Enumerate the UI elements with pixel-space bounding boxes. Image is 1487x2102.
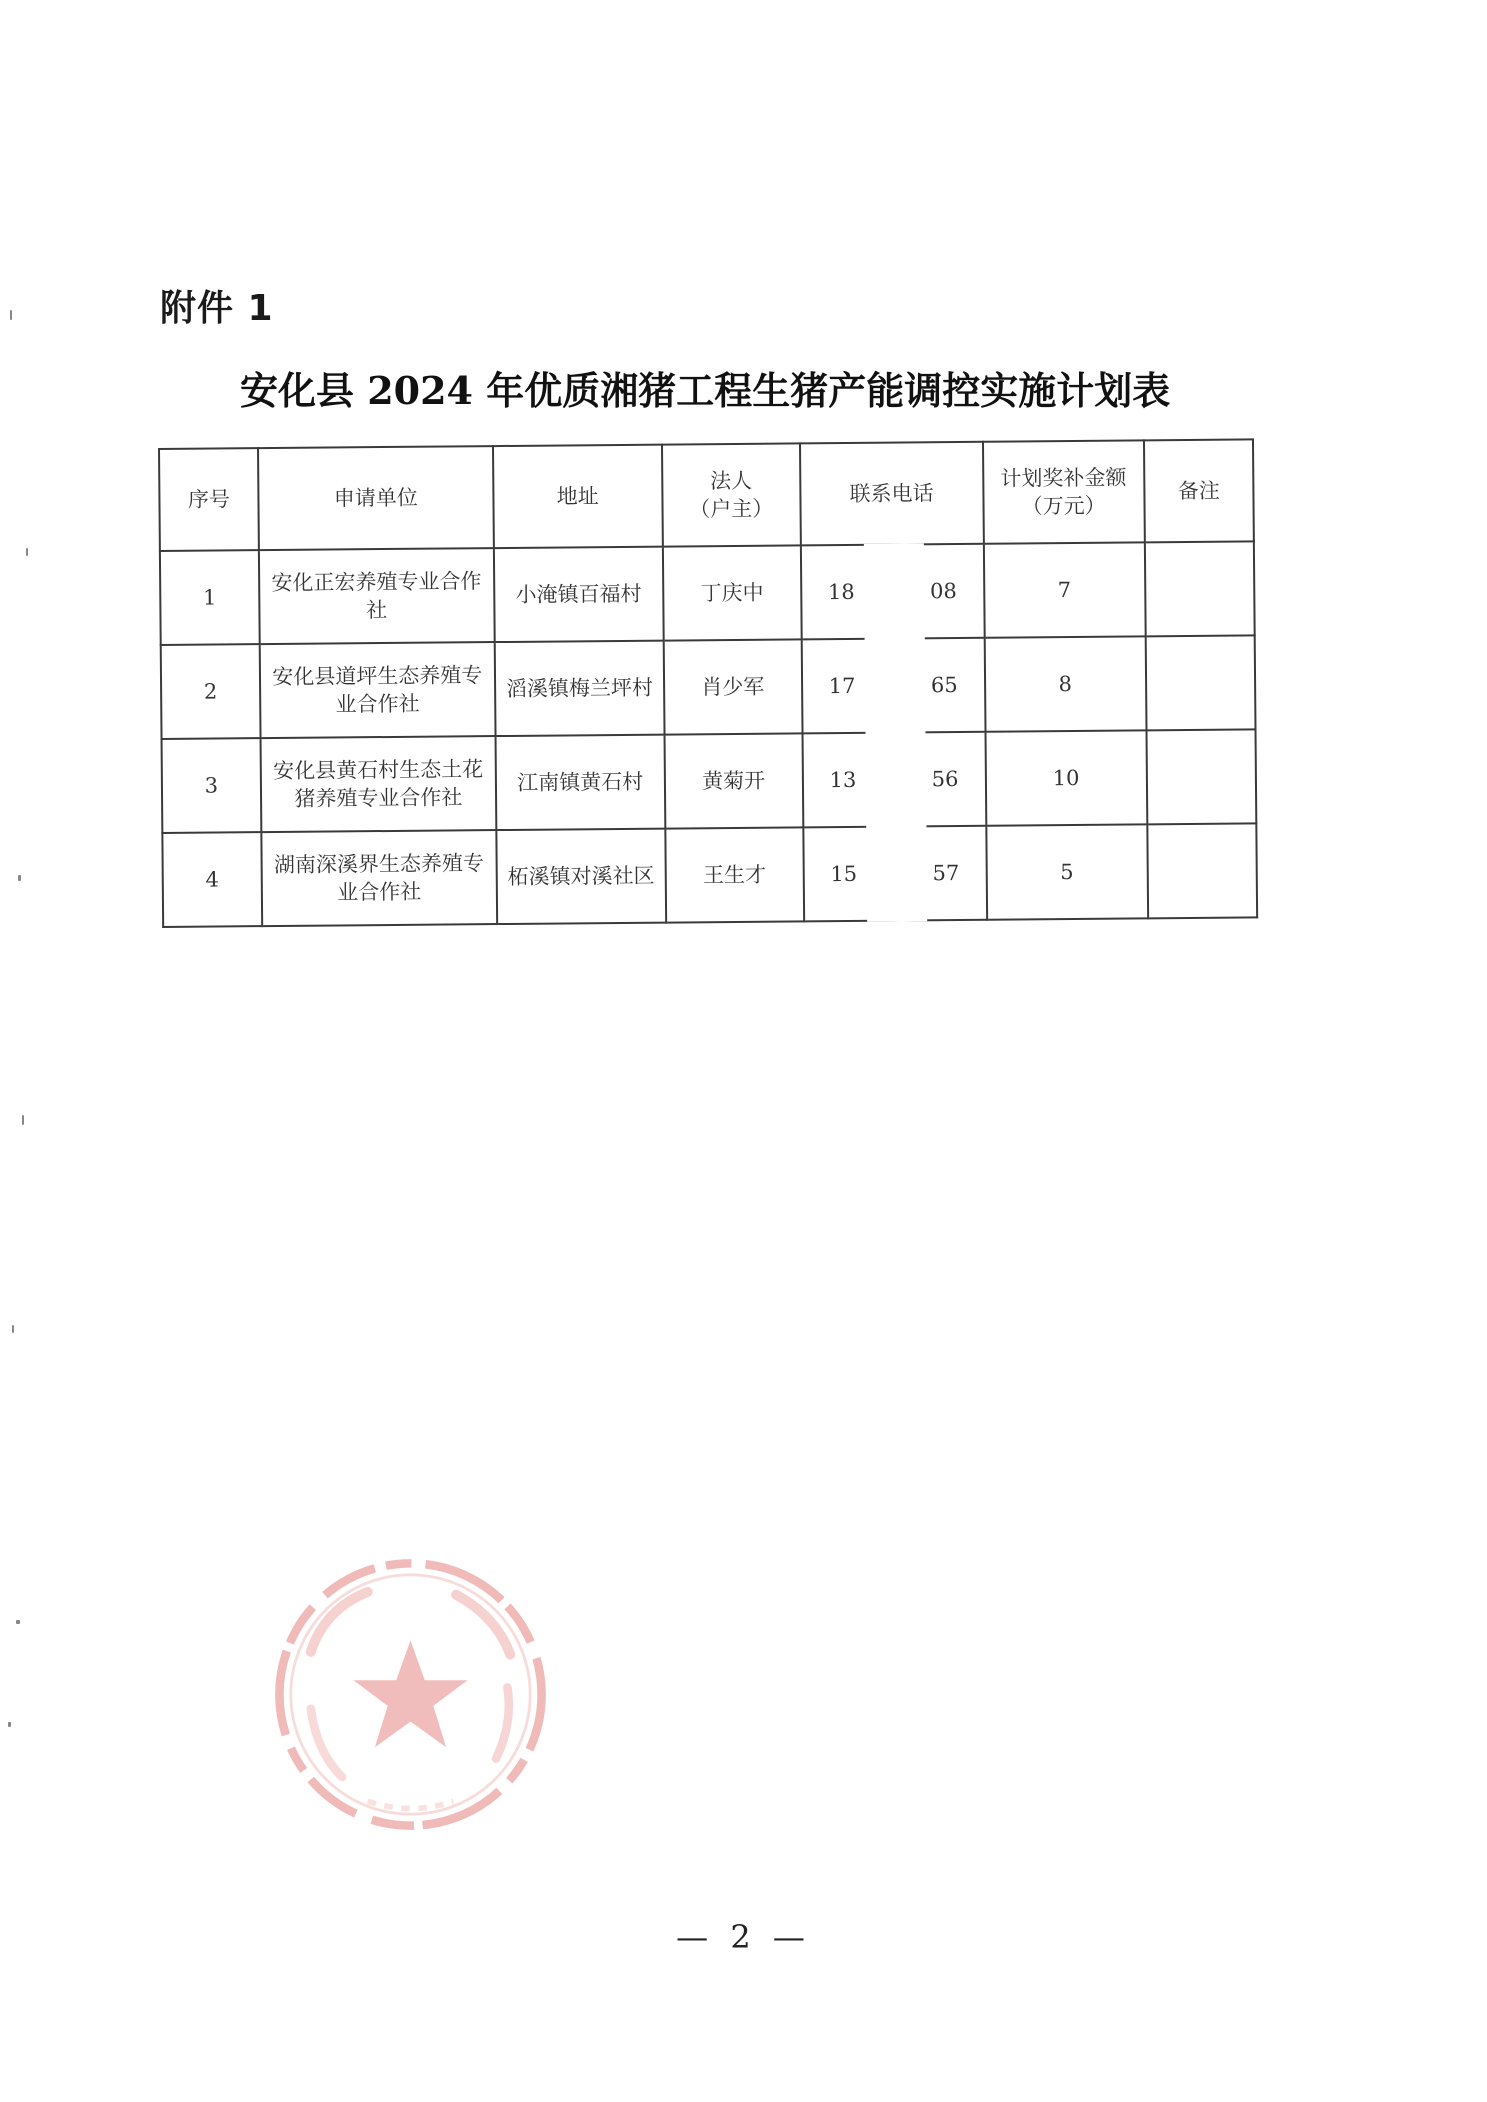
cell-seq: 4 [162,832,262,927]
phone-start: 15 [830,861,858,886]
cell-address: 柘溪镇对溪社区 [496,829,666,924]
cell-seq: 2 [161,644,261,739]
header-note: 备注 [1144,439,1254,542]
cell-phone [801,544,985,640]
cell-unit: 安化县道坪生态养殖专业合作社 [260,642,496,738]
cell-person: 王生才 [665,827,804,922]
header-address: 地址 [493,445,663,548]
scan-speck [18,875,21,881]
scan-speck [12,1325,14,1333]
cell-person: 黄菊开 [664,733,803,828]
table-row [162,729,1257,833]
cell-unit: 湖南深溪界生态养殖专业合作社 [261,830,497,926]
cell-seq: 1 [160,550,260,645]
header-legal-person [662,443,801,546]
scan-speck [22,1115,24,1125]
cell-phone [801,638,985,734]
page-number: — 2 — [676,1918,811,1956]
cell-amount: 7 [983,542,1145,637]
phone-redaction [865,731,926,828]
header-seq: 序号 [159,448,259,551]
cell-person: 丁庆中 [663,545,802,640]
phone-redaction [866,825,927,922]
phone-start: 13 [829,767,857,792]
cell-address: 滔溪镇梅兰坪村 [494,641,664,736]
cell-amount: 5 [986,824,1148,919]
header-legal-person-line1: 法人 [709,468,753,493]
cell-amount: 10 [985,730,1147,825]
header-unit: 申请单位 [258,446,494,550]
cell-unit: 安化县黄石村生态土花猪养殖专业合作社 [260,736,496,832]
table-header-row [159,439,1254,551]
cell-note [1146,729,1256,824]
header-phone: 联系电话 [800,442,984,546]
header-amount-line1: 计划奖补金额 [1000,465,1127,491]
table-row [161,635,1256,739]
cell-note [1145,635,1255,730]
scan-speck [8,1722,11,1727]
phone-end: 65 [930,672,958,698]
cell-person: 肖少军 [664,639,803,734]
phone-end: 08 [929,578,957,604]
cell-phone [803,826,987,922]
cell-amount: 8 [984,636,1146,731]
phone-start: 17 [828,673,856,698]
cell-seq: 3 [162,738,262,833]
scan-speck [10,310,12,320]
scan-speck [26,548,28,556]
header-legal-person-line2: （户主） [689,496,774,522]
official-seal-icon [268,1552,553,1837]
cell-phone [802,732,986,828]
cell-address: 江南镇黄石村 [495,735,665,830]
phone-end: 56 [931,766,959,792]
cell-unit: 安化正宏养殖专业合作社 [259,548,495,644]
scan-speck [16,1620,20,1624]
phone-start: 18 [827,579,855,604]
cell-note [1145,541,1255,636]
header-amount-line2: （万元） [1021,493,1106,519]
phone-end: 57 [932,860,960,886]
document-title: 安化县 2024 年优质湘猪工程生猪产能调控实施计划表 [240,368,1171,413]
header-amount [983,440,1145,543]
phone-redaction [864,637,925,734]
plan-table [158,438,1258,928]
cell-note [1147,823,1257,918]
cell-address: 小淹镇百福村 [494,547,664,642]
table-row [160,541,1255,645]
table-row [162,823,1257,927]
attachment-label: 附件 1 [160,288,274,329]
phone-redaction [864,543,925,640]
